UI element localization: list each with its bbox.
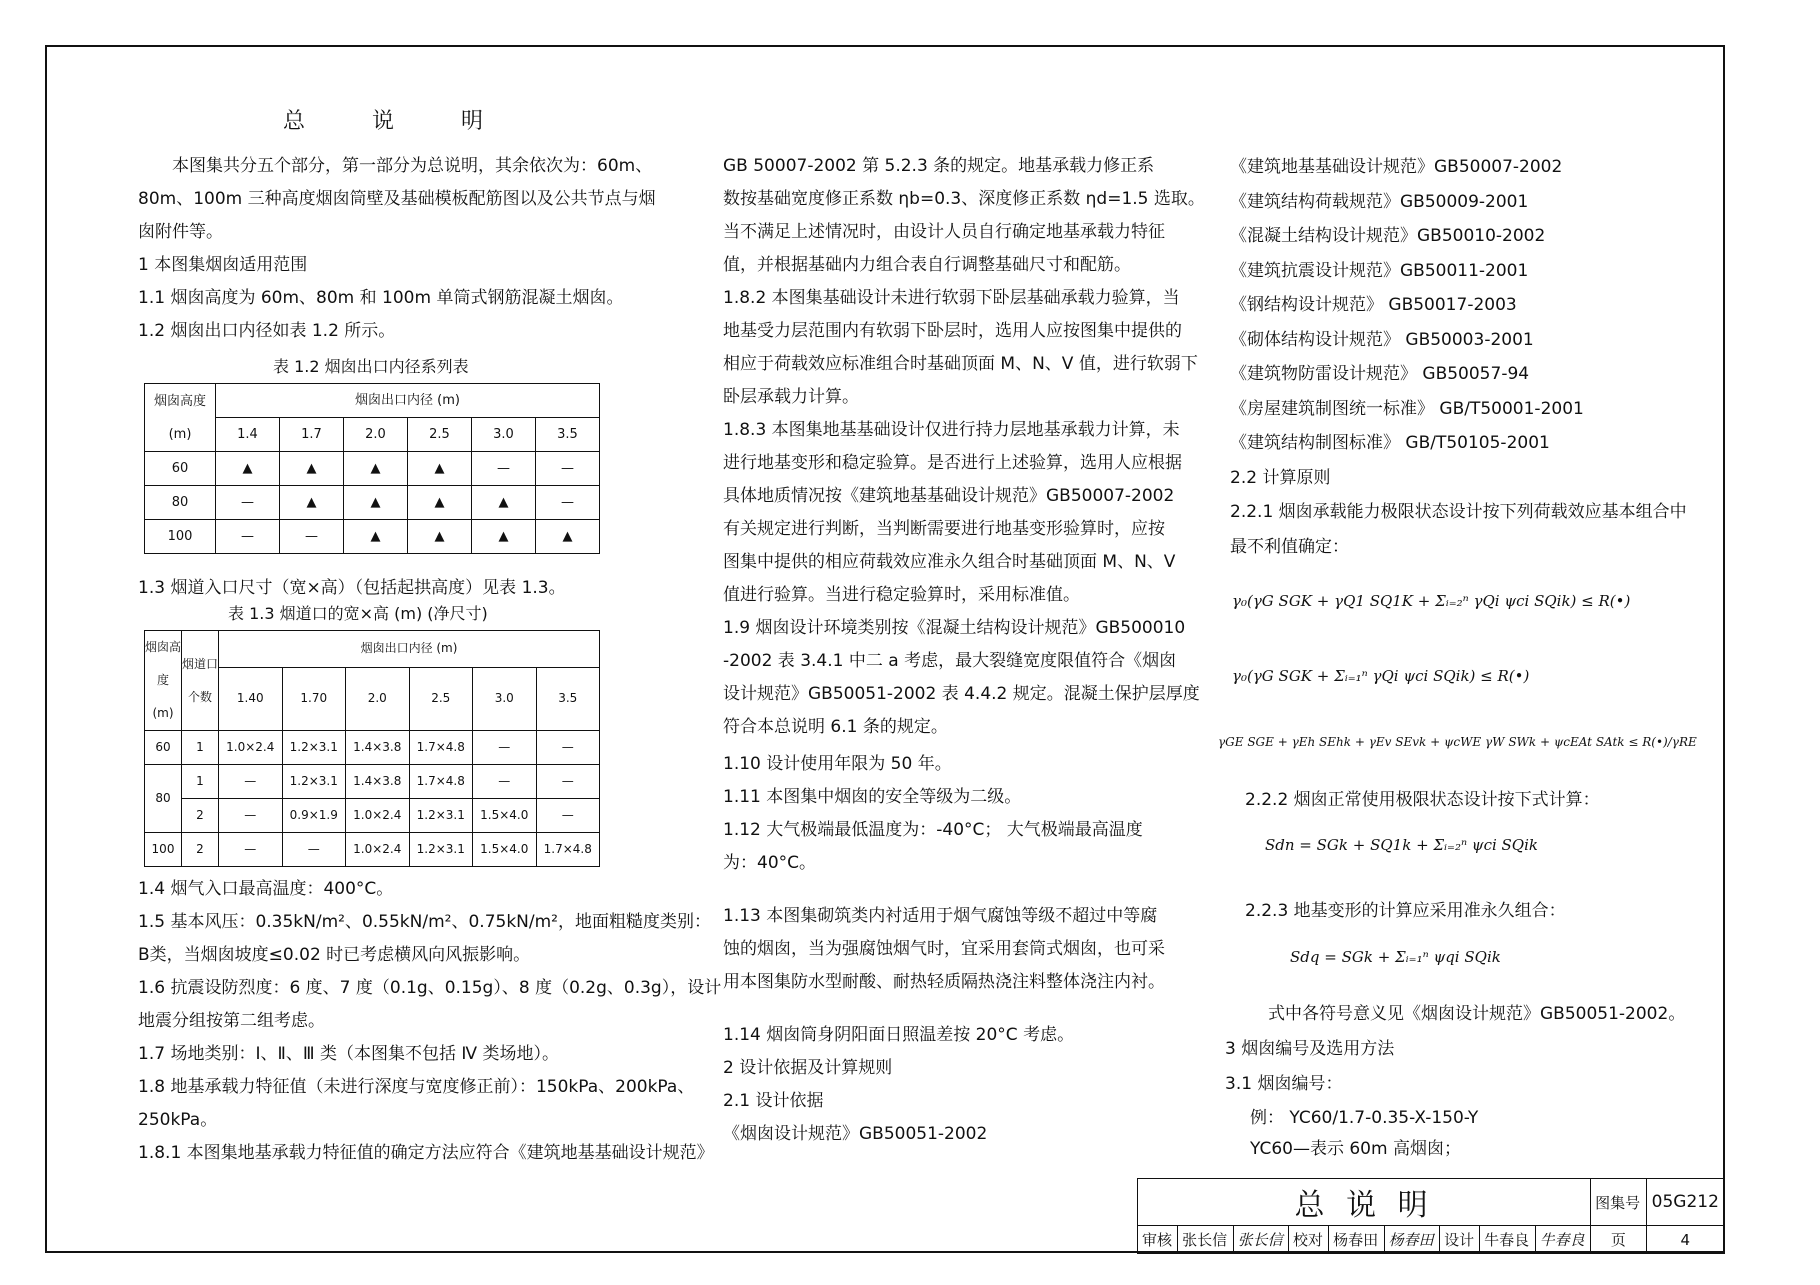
table-cell: 1.7×4.8 (536, 833, 600, 867)
table-row (145, 765, 600, 799)
review-name: 张长信 (1178, 1226, 1233, 1254)
paragraph: 1.1 烟囱高度为 60m、80m 和 100m 单筒式钢筋混凝土烟囱。 (138, 288, 624, 308)
table-header: 烟道口个数 (182, 631, 219, 731)
paragraph-line: 进行地基变形和稳定验算。是否进行上述验算，选用人应根据 (723, 453, 1182, 473)
table-cell: 1.7×4.8 (409, 765, 473, 799)
table-cell: ▲ (344, 452, 408, 486)
paragraph-line: 2.2.2 烟囱正常使用极限状态设计按下式计算： (1245, 790, 1600, 810)
table-1-2 (144, 383, 600, 554)
paragraph-line: GB 50007-2002 第 5.2.3 条的规定。地基承载力修正系 (723, 156, 1155, 176)
table-cell: 80 (145, 486, 216, 520)
section-heading: 3 烟囱编号及选用方法 (1225, 1039, 1395, 1059)
table-row (145, 799, 600, 833)
table-cell: 2 (182, 833, 219, 867)
table-cell: 1.0×2.4 (346, 833, 410, 867)
table-cell: 60 (145, 452, 216, 486)
table-row (145, 486, 600, 520)
paragraph-line: 1.12 大气极端最低温度为：-40°C； 大气极端最高温度 (723, 820, 1143, 840)
table-cell: — (282, 833, 346, 867)
table-cell: — (219, 799, 283, 833)
formula-4: Sdn = SGk + SQ1k + Σᵢ₌₂ⁿ ψci SQik (1265, 836, 1538, 854)
intro-line: 本图集共分五个部分，第一部分为总说明，其余依次为：60m、 (172, 156, 653, 176)
paragraph-line: 当不满足上述情况时，由设计人员自行确定地基承载力特征 (723, 222, 1165, 242)
formula-1: γ₀(γG SGK + γQ1 SQ1K + Σᵢ₌₂ⁿ γQi ψci SQik) ≤ R(•) (1232, 592, 1631, 610)
table-header: 烟囱出口内径 (m) (216, 384, 600, 418)
paragraph-line: 1.8.2 本图集基础设计未进行软弱下卧层基础承载力验算，当 (723, 288, 1180, 308)
paragraph: 1.5 基本风压：0.35kN/m²、0.55kN/m²、0.75kN/m²，地面粗糙度类别： (138, 912, 711, 932)
column-right (1230, 150, 1687, 564)
table-cell: ▲ (472, 486, 536, 520)
check-name: 杨春田 (1329, 1226, 1384, 1254)
code-reference: 《烟囱设计规范》GB50051-2002 (723, 1124, 988, 1144)
paragraph: 1.8 地基承载力特征值（未进行深度与宽度修正前）：150kPa、200kPa、 (138, 1077, 695, 1097)
code-reference: 《钢结构设计规范》 GB50017-2003 (1230, 295, 1517, 315)
section-heading: 3.1 烟囱编号： (1225, 1074, 1343, 1094)
table-cell: 0.9×1.9 (282, 799, 346, 833)
section-heading: 2.1 设计依据 (723, 1091, 824, 1111)
check-label: 校对 (1289, 1226, 1329, 1254)
table-cell: — (219, 833, 283, 867)
table-cell: ▲ (408, 520, 472, 554)
title-block-title: 总 说 明 (1138, 1179, 1591, 1226)
paragraph-line: 1.8.3 本图集地基基础设计仅进行持力层地基承载力计算，未 (723, 420, 1180, 440)
table-cell: 1.40 (219, 667, 283, 730)
paragraph-line: 设计规范》GB50051-2002 表 4.4.2 规定。混凝土保护层厚度 (723, 684, 1200, 704)
table-cell: 1.0×2.4 (346, 799, 410, 833)
table-cell: — (219, 765, 283, 799)
table-cell: 2.5 (408, 418, 472, 452)
table-cell: — (473, 765, 537, 799)
table-caption: 表 1.3 烟道口的宽×高 (m) (净尺寸) (228, 604, 488, 623)
paragraph-line: 式中各符号意义见《烟囱设计规范》GB50051-2002。 (1268, 1004, 1686, 1024)
paragraph-line: 用本图集防水型耐酸、耐热轻质隔热浇注料整体浇注内衬。 (723, 972, 1165, 992)
table-cell: 1 (182, 731, 219, 765)
paragraph: 1.4 烟气入口最高温度：400°C。 (138, 879, 394, 899)
column-left (138, 150, 722, 1170)
paragraph: 1.3 烟道入口尺寸（宽×高）（包括起拱高度）见表 1.3。 (138, 578, 566, 598)
paragraph-line: 1.13 本图集砌筑类内衬适用于烟气腐蚀等级不超过中等腐 (723, 906, 1158, 926)
paragraph-line: 符合本总说明 6.1 条的规定。 (723, 717, 948, 737)
table-header: 烟囱高度 (m) (145, 631, 182, 731)
table-cell: — (216, 520, 280, 554)
table-cell: — (216, 486, 280, 520)
page-heading: 总 说 明 (283, 109, 513, 134)
section-heading: 1 本图集烟囱适用范围 (138, 255, 308, 275)
table-cell: 100 (145, 520, 216, 554)
paragraph-line: 1.9 烟囱设计环境类别按《混凝土结构设计规范》GB500010 (723, 618, 1186, 638)
paragraph-line: 为：40°C。 (723, 853, 817, 873)
table-cell: 1.70 (282, 667, 346, 730)
table-cell: 2 (182, 799, 219, 833)
title-block (1137, 1178, 1725, 1253)
table-cell: 1.7 (280, 418, 344, 452)
intro-line: 囱附件等。 (138, 222, 223, 242)
table-cell: 3.0 (473, 667, 537, 730)
paragraph-line: 卧层承载力计算。 (723, 387, 859, 407)
table-header: 烟囱高度 (m) (145, 384, 216, 452)
paragraph: 1.7 场地类别：Ⅰ、Ⅱ、Ⅲ 类（本图集不包括 Ⅳ 类场地）。 (138, 1044, 559, 1064)
review-label: 审核 (1138, 1226, 1178, 1254)
table-cell: 2.0 (346, 667, 410, 730)
formula-2: γ₀(γG SGK + Σᵢ₌₁ⁿ γQi ψci SQik) ≤ R(•) (1232, 667, 1530, 685)
table-cell: — (536, 765, 600, 799)
review-signature: 张长信 (1233, 1226, 1288, 1254)
table-row (145, 833, 600, 867)
table-row (145, 731, 600, 765)
table-cell: — (536, 486, 600, 520)
table-header: 烟囱出口内径 (m) (219, 631, 600, 668)
paragraph: 地震分组按第二组考虑。 (138, 1011, 325, 1031)
design-name: 牛春良 (1480, 1226, 1535, 1254)
section-heading: 2 设计依据及计算规则 (723, 1058, 893, 1078)
table-1-3 (144, 630, 600, 867)
table-cell: 1.4 (216, 418, 280, 452)
code-reference: 《建筑抗震设计规范》GB50011-2001 (1230, 260, 1529, 281)
paragraph: B类，当烟囱坡度≤0.02 时已考虑横风向风振影响。 (138, 945, 531, 965)
code-reference: 《房屋建筑制图统一标准》 GB/T50001-2001 (1230, 398, 1584, 419)
table-cell: — (536, 452, 600, 486)
paragraph-line: 1.11 本图集中烟囱的安全等级为二级。 (723, 787, 1022, 807)
table-cell: 1.0×2.4 (219, 731, 283, 765)
table-row (145, 452, 600, 486)
table-cell: — (473, 731, 537, 765)
paragraph-line: 值进行验算。当进行稳定验算时，采用标准值。 (723, 585, 1080, 605)
table-cell: 60 (145, 731, 182, 765)
table-cell: ▲ (280, 486, 344, 520)
paragraph: 250kPa。 (138, 1110, 218, 1130)
table-cell: ▲ (536, 520, 600, 554)
example-line: 例： YC60/1.7-0.35-X-150-Y (1250, 1108, 1479, 1128)
paragraph-line: 1.14 烟囱筒身阴阳面日照温差按 20°C 考虑。 (723, 1025, 1075, 1045)
table-row (145, 520, 600, 554)
code-reference: 《建筑物防雷设计规范》 GB50057-94 (1230, 364, 1530, 384)
paragraph-line: 有关规定进行判断，当判断需要进行地基变形验算时，应按 (723, 519, 1165, 539)
page-label: 页 (1591, 1226, 1646, 1254)
code-reference: 《建筑地基基础设计规范》GB50007-2002 (1230, 157, 1563, 177)
code-reference: 《建筑结构制图标准》 GB/T50105-2001 (1230, 433, 1550, 453)
table-cell: 1.5×4.0 (473, 833, 537, 867)
design-signature: 牛春良 (1535, 1226, 1590, 1254)
example-line: YC60—表示 60m 高烟囱； (1250, 1139, 1461, 1159)
page-number: 4 (1646, 1226, 1724, 1254)
paragraph-line: 2.2.3 地基变形的计算应采用准永久组合： (1245, 901, 1566, 921)
table-cell: — (536, 799, 600, 833)
paragraph: 1.6 抗震设防烈度：6 度、7 度（0.1g、0.15g）、8 度（0.2g、0.3g），设计 (138, 978, 722, 998)
table-cell: 1.2×3.1 (282, 731, 346, 765)
code-reference: 《建筑结构荷载规范》GB50009-2001 (1230, 191, 1529, 212)
paragraph-line: 地基受力层范围内有软弱下卧层时，选用人应按图集中提供的 (723, 321, 1182, 341)
table-cell: 1.4×3.8 (346, 731, 410, 765)
intro-line: 80m、100m 三种高度烟囱筒壁及基础模板配筋图以及公共节点与烟 (138, 189, 656, 209)
table-cell: ▲ (280, 452, 344, 486)
paragraph-line: -2002 表 3.4.1 中二 a 考虑，最大裂缝宽度限值符合《烟囱 (723, 651, 1177, 671)
table-cell: 3.5 (536, 418, 600, 452)
formula-3: γGE SGE + γEh SEhk + γEv SEvk + ψcWE γW SWk + ψcEAt SAtk ≤ R(•)/γRE (1218, 735, 1697, 749)
table-cell: — (536, 731, 600, 765)
table-cell: 1.5×4.0 (473, 799, 537, 833)
table-cell: ▲ (216, 452, 280, 486)
table-cell: 80 (145, 765, 182, 833)
paragraph-line: 图集中提供的相应荷载效应准永久组合时基础顶面 M、N、V (723, 552, 1176, 572)
table-cell: ▲ (472, 520, 536, 554)
table-cell: — (472, 452, 536, 486)
table-cell: 1.7×4.8 (409, 731, 473, 765)
table-cell: 100 (145, 833, 182, 867)
table-cell: 1.2×3.1 (282, 765, 346, 799)
table-cell: 3.0 (472, 418, 536, 452)
table-cell: — (280, 520, 344, 554)
paragraph: 1.2 烟囱出口内径如表 1.2 所示。 (138, 321, 396, 341)
paragraph-line: 值，并根据基础内力组合表自行调整基础尺寸和配筋。 (723, 255, 1131, 275)
table-cell: 3.5 (536, 667, 600, 730)
table-cell: ▲ (408, 452, 472, 486)
paragraph-line: 蚀的烟囱，当为强腐蚀烟气时，宜采用套筒式烟囱，也可采 (723, 939, 1165, 959)
check-signature: 杨春田 (1384, 1226, 1439, 1254)
code-reference: 《混凝土结构设计规范》GB50010-2002 (1230, 226, 1546, 246)
table-cell: 1.2×3.1 (409, 799, 473, 833)
table-cell: 1 (182, 765, 219, 799)
table-cell: 2.5 (409, 667, 473, 730)
paragraph-line: 2.2.1 烟囱承载能力极限状态设计按下列荷载效应基本组合中 (1230, 502, 1687, 522)
paragraph-line: 最不利值确定： (1230, 536, 1349, 557)
code-reference: 《砌体结构设计规范》 GB50003-2001 (1230, 329, 1534, 350)
table-cell: ▲ (408, 486, 472, 520)
atlas-number: 05G212 (1646, 1179, 1724, 1226)
column-middle (723, 150, 1205, 1151)
paragraph-line: 相应于荷载效应标准组合时基础顶面 M、N、V 值，进行软弱下 (723, 354, 1198, 374)
table-cell: 1.2×3.1 (409, 833, 473, 867)
table-cell: ▲ (344, 520, 408, 554)
design-label: 设计 (1440, 1226, 1480, 1254)
paragraph-line: 具体地质情况按《建筑地基基础设计规范》GB50007-2002 (723, 486, 1175, 506)
section-heading: 2.2 计算原则 (1230, 467, 1331, 488)
table-cell: 2.0 (344, 418, 408, 452)
atlas-label: 图集号 (1591, 1179, 1646, 1226)
paragraph-line: 1.10 设计使用年限为 50 年。 (723, 754, 952, 774)
table-cell: ▲ (344, 486, 408, 520)
table-caption: 表 1.2 烟囱出口内径系列表 (273, 357, 469, 376)
paragraph-line: 数按基础宽度修正系数 ηb=0.3、深度修正系数 ηd=1.5 选取。 (723, 189, 1205, 209)
paragraph: 1.8.1 本图集地基承载力特征值的确定方法应符合《建筑地基基础设计规范》 (138, 1143, 714, 1163)
table-cell: 1.4×3.8 (346, 765, 410, 799)
formula-5: Sdq = SGk + Σᵢ₌₁ⁿ ψqi SQik (1290, 948, 1501, 966)
